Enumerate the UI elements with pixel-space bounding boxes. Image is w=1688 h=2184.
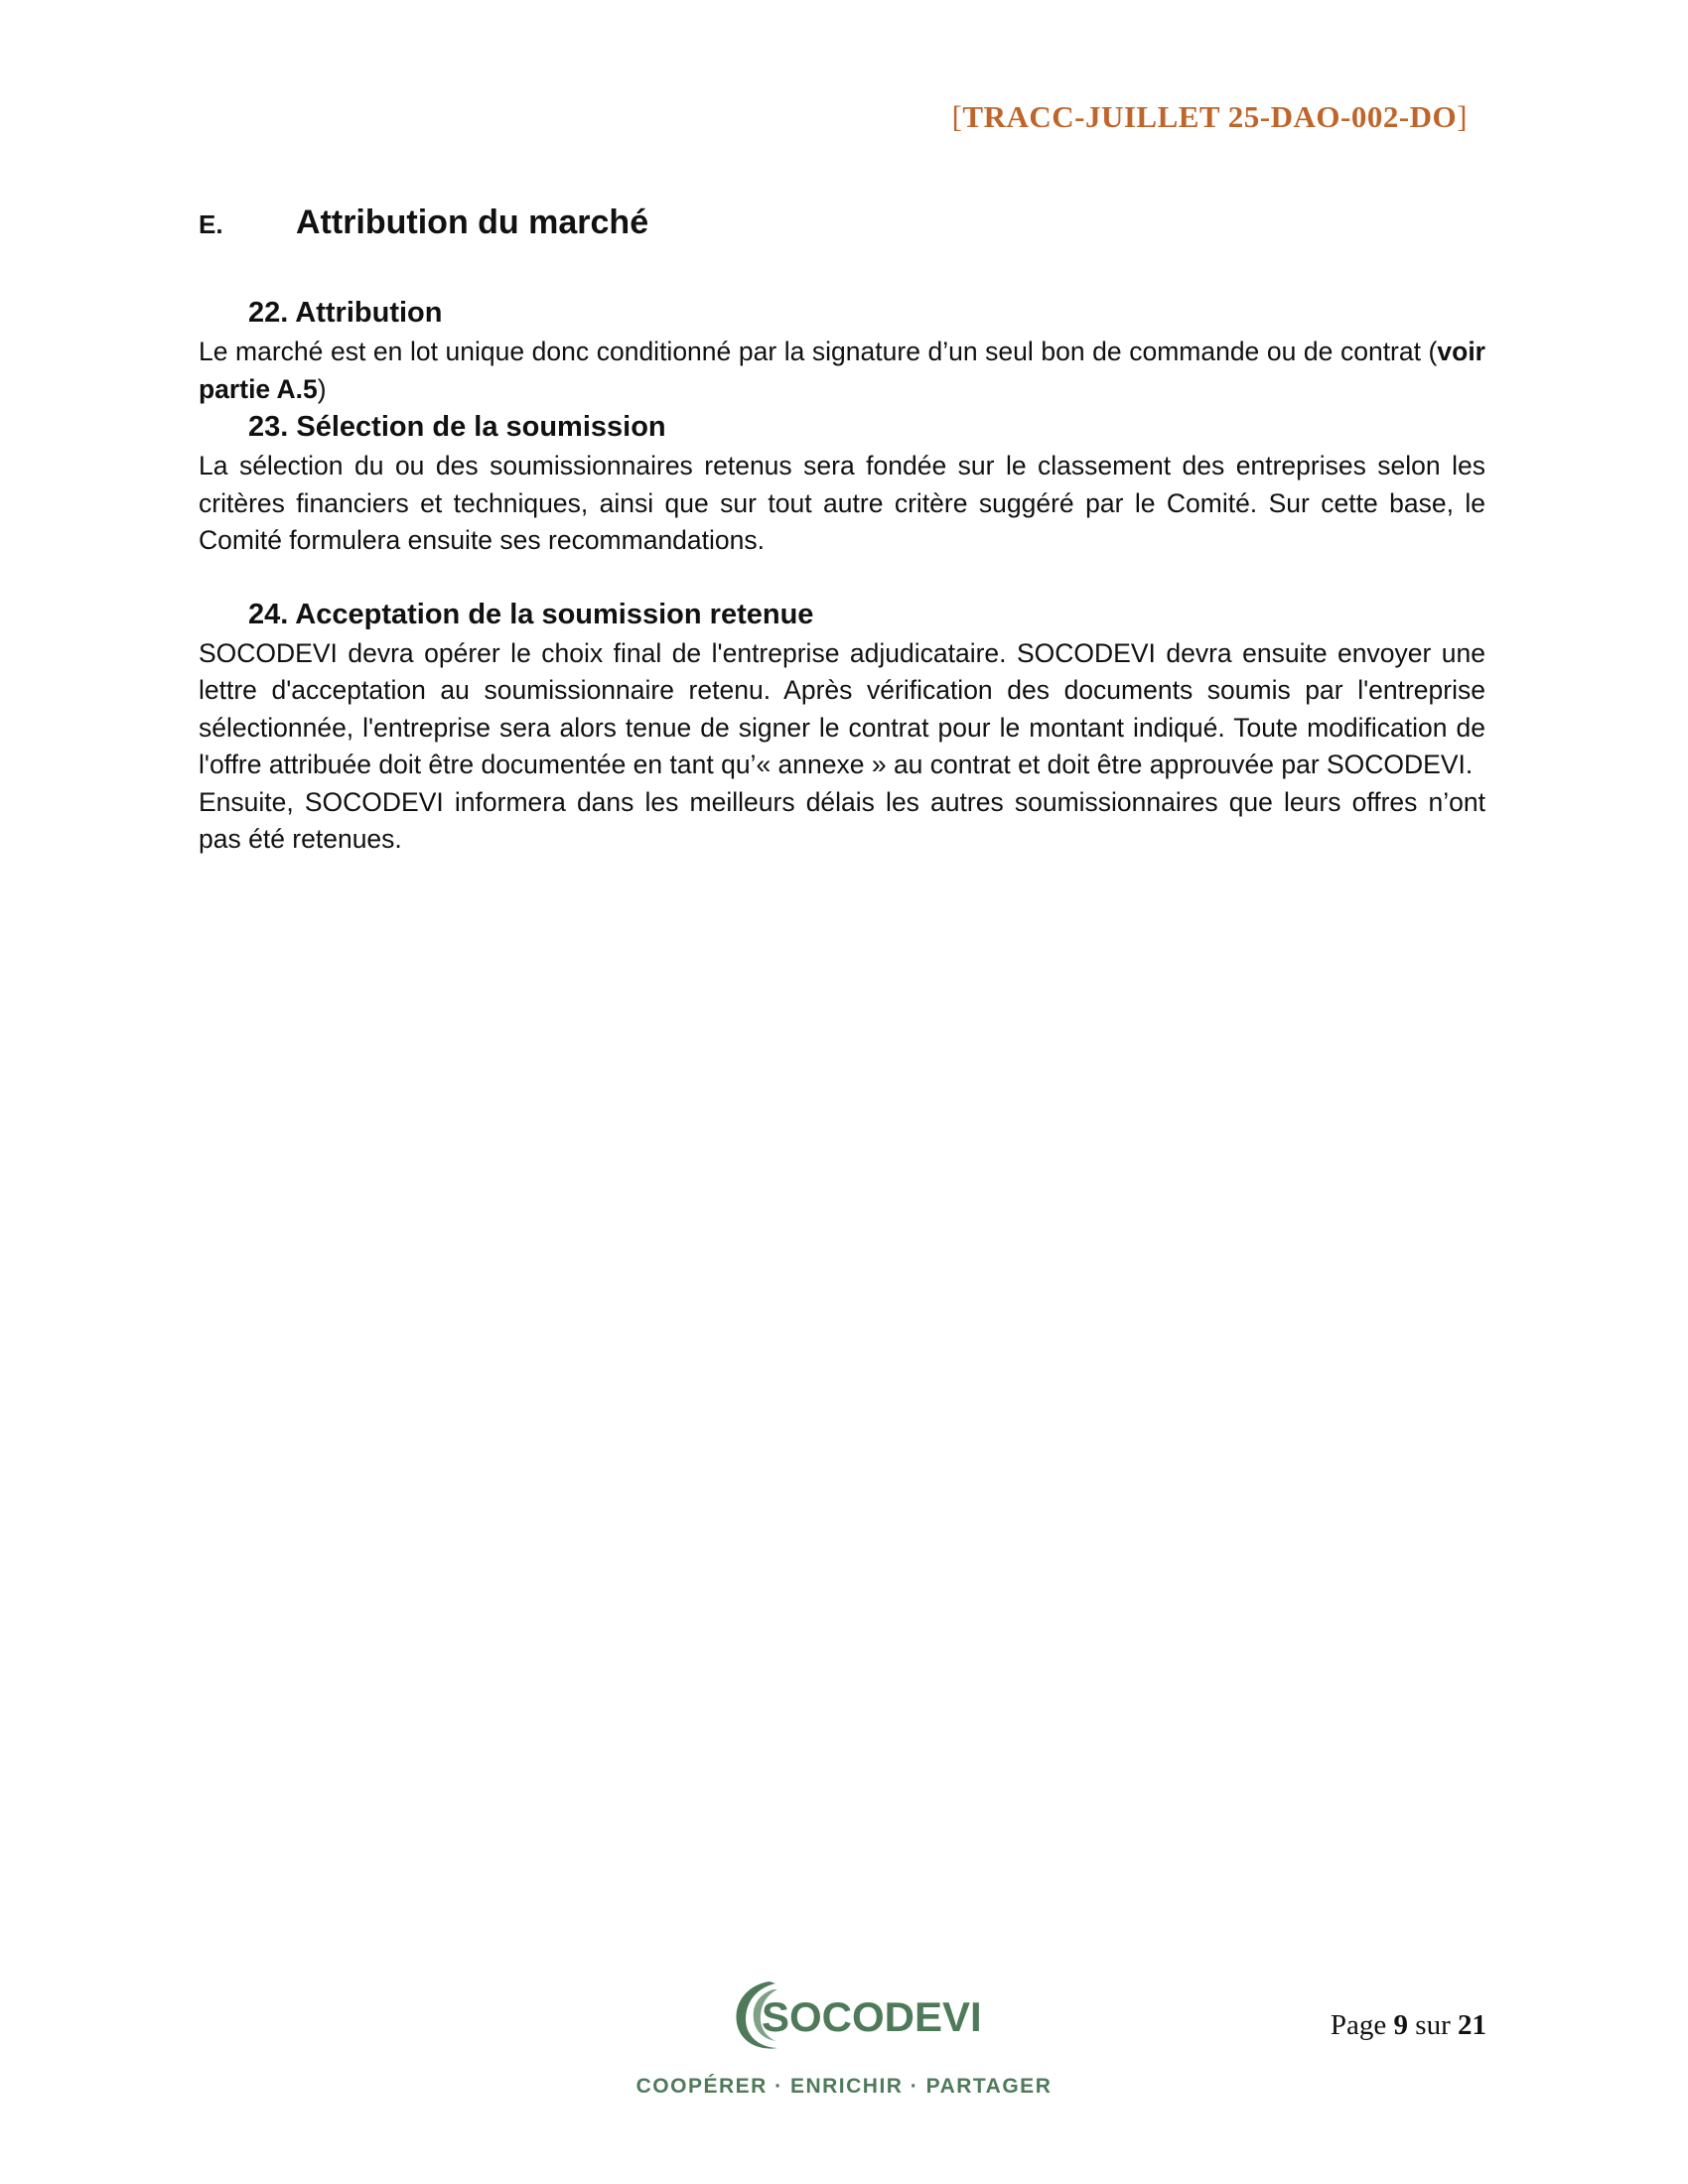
spacer	[199, 560, 1485, 596]
subsection-text-22	[199, 334, 1485, 408]
section-heading	[199, 204, 648, 242]
subsection-heading-24: 24. Acceptation de la soumission retenue	[248, 598, 814, 630]
page-label: Page	[1330, 2009, 1387, 2041]
subsection-heading-22: 22. Attribution	[248, 297, 443, 329]
page-total: 21	[1458, 2009, 1486, 2041]
text-22-reference: voir partie A.5	[199, 337, 1485, 404]
reference-bracket-open: [	[951, 99, 963, 134]
socodevi-logo	[730, 1976, 982, 2055]
page-of-label: sur	[1415, 2009, 1451, 2041]
subsection-heading-23: 23. Sélection de la soumission	[248, 411, 666, 443]
text-22-part2: )	[317, 373, 327, 404]
page-number	[1331, 2009, 1486, 2042]
section-letter: E.	[199, 209, 223, 239]
logo-wordmark: SOCODEVI	[762, 1993, 982, 2040]
subsection-text-24-paragraph2: Ensuite, SOCODEVI informera dans les meilleurs délais les autres soumissionnaires que leurs offres n’ont pas été retenues.	[199, 786, 1485, 854]
reference-code: TRACC-JUILLET 25-DAO-002-DO	[962, 99, 1458, 134]
document-body	[199, 294, 1485, 859]
reference-bracket-close: ]	[1457, 99, 1468, 134]
document-reference	[952, 99, 1468, 135]
text-22-part1: Le marché est en lot unique donc conditionné par la signature d’un seul bon de commande ou de contrat (	[199, 337, 1438, 366]
subsection-text-23: La sélection du ou des soumissionnaires retenus sera fondée sur le classement des entreprises selon les critères financiers et techniques, ainsi que sur tout autre critère suggéré par le Comité. Sur cette base, le Comité formulera ensuite ses recommandations.	[199, 451, 1485, 555]
section-title: Attribution du marché	[296, 204, 649, 241]
page-current: 9	[1393, 2009, 1409, 2041]
footer-tagline: COOPÉRER · ENRICHIR · PARTAGER	[635, 2075, 1053, 2098]
subsection-text-24-paragraph1: SOCODEVI devra opérer le choix final de l'entreprise adjudicataire. SOCODEVI devra ensuite envoyer une lettre d'acceptation au soumissionnaire retenu. Après vérification des documents soumis par l'entreprise sélectionnée, l'entreprise sera alors tenue de signer le contrat pour le montant indiqué. Toute modification de l'offre attribuée doit être documentée en tant qu’« annexe » au contrat et doit être approuvée par SOCODEVI.	[199, 637, 1485, 779]
